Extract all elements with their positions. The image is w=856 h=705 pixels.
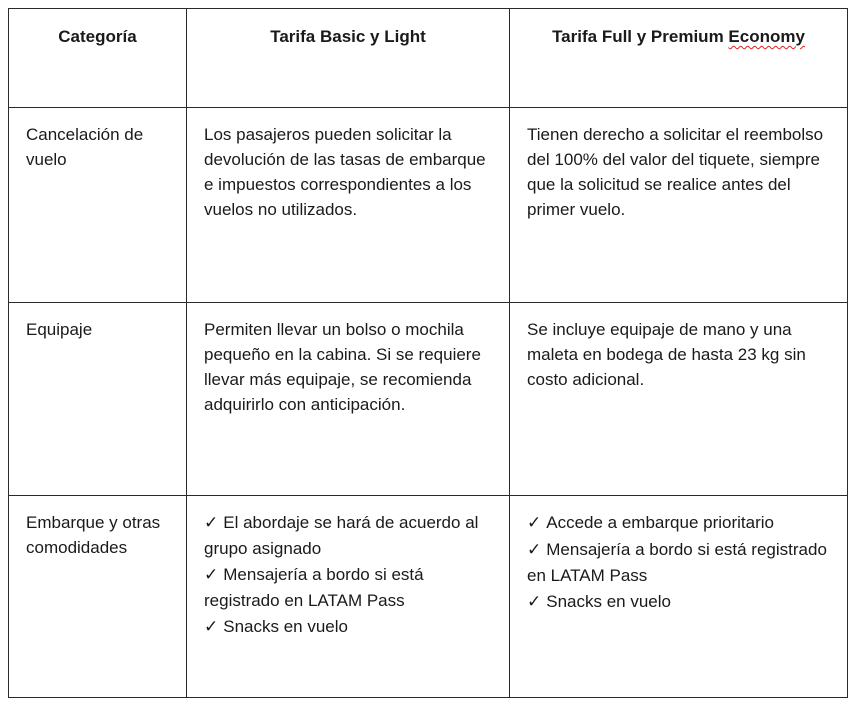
check-icon: ✓ (204, 565, 219, 585)
list-item: ✓ El abordaje se hará de acuerdo al grupo asignado (204, 513, 479, 558)
full-cell: Se incluye equipaje de mano y una maleta en bodega de hasta 23 kg sin costo adicional. (510, 303, 848, 496)
full-benefits-list (510, 496, 847, 615)
basic-cell: Los pasajeros pueden solicitar la devolución de las tasas de embarque e impuestos correspondientes a los vuelos no utilizados. (187, 108, 510, 303)
list-item: ✓ Accede a embarque prioritario (527, 513, 774, 533)
spellcheck-flagged-word: Economy (728, 27, 805, 46)
table-row (9, 303, 848, 496)
basic-cell: Permiten llevar un bolso o mochila pequeño en la cabina. Si se requiere llevar más equipaje, se recomienda adquirirlo con anticipación. (187, 303, 510, 496)
check-icon: ✓ (527, 540, 542, 560)
full-cell: Tienen derecho a solicitar el reembolso del 100% del valor del tiquete, siempre que la solicitud se realice antes del primer vuelo. (510, 108, 848, 303)
basic-benefits-list (187, 496, 509, 640)
basic-cell (187, 496, 510, 698)
check-icon: ✓ (204, 617, 219, 637)
header-category: Categoría (9, 9, 187, 108)
list-item: ✓ Snacks en vuelo (204, 617, 348, 637)
category-cell: Embarque y otras comodidades (9, 496, 187, 698)
full-cell (510, 496, 848, 698)
list-item: ✓ Mensajería a bordo si está registrado en LATAM Pass (527, 540, 827, 585)
header-basic-light: Tarifa Basic y Light (187, 9, 510, 108)
check-icon: ✓ (527, 592, 542, 612)
category-cell: Equipaje (9, 303, 187, 496)
list-item: ✓ Mensajería a bordo si está registrado en LATAM Pass (204, 565, 424, 610)
category-cell: Cancelación de vuelo (9, 108, 187, 303)
list-item: ✓ Snacks en vuelo (527, 592, 671, 612)
check-icon: ✓ (204, 513, 219, 533)
header-full-prefix: Tarifa Full y Premium (552, 27, 729, 46)
table-row (9, 108, 848, 303)
header-full-premium (510, 9, 848, 108)
check-icon: ✓ (527, 513, 542, 533)
table-row (9, 496, 848, 698)
fare-comparison-table (8, 8, 848, 698)
header-row (9, 9, 848, 108)
